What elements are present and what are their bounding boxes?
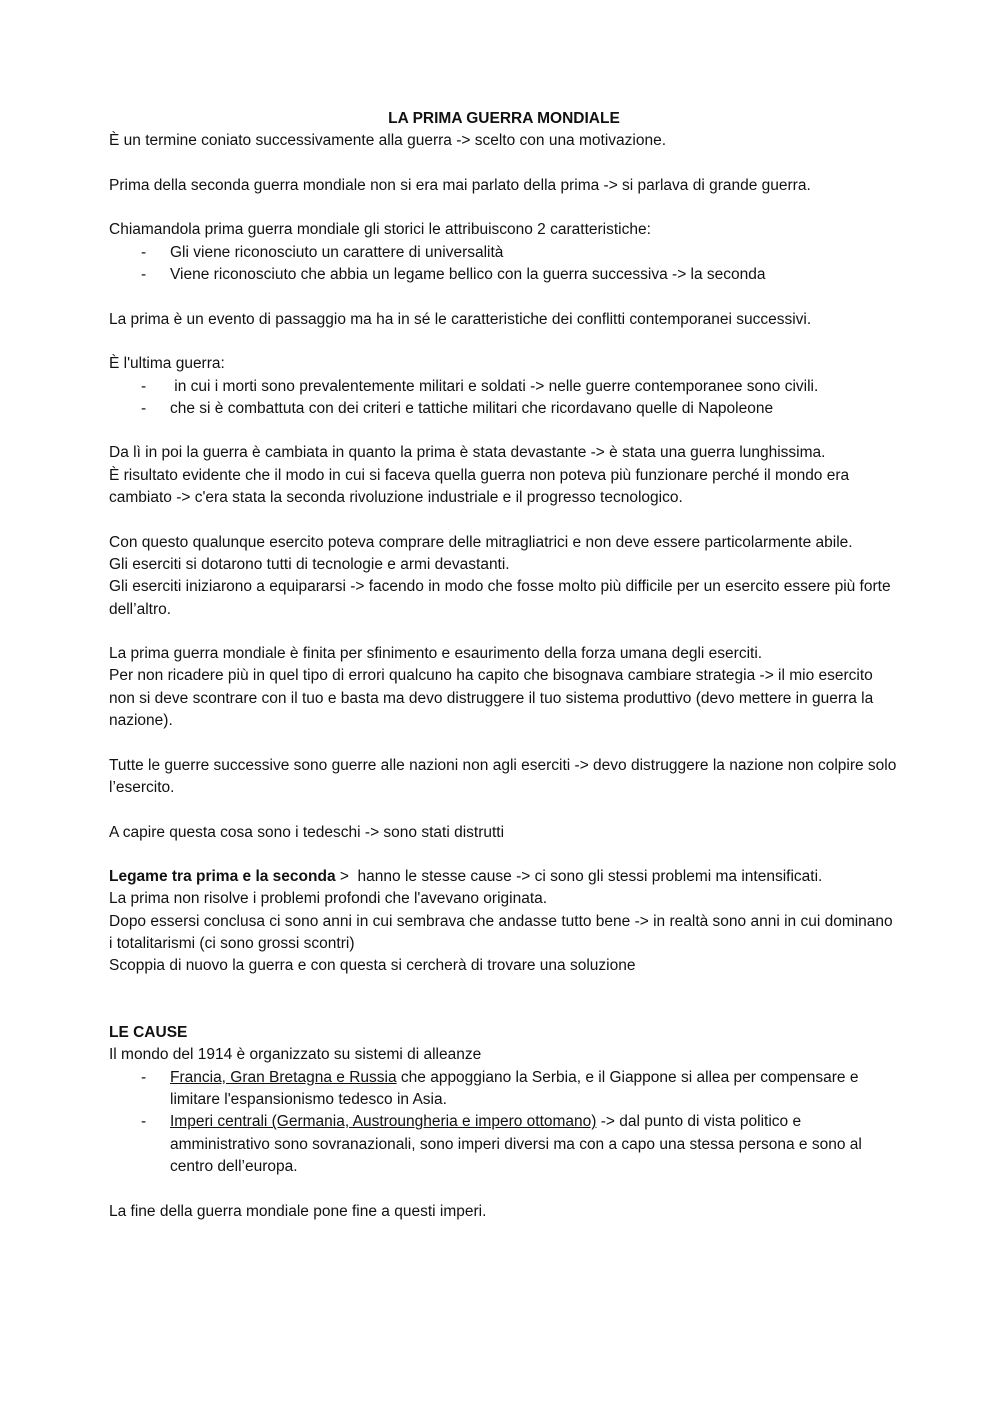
- list-item: - Imperi centrali (Germania, Austroungheria e impero ottomano) -> dal punto di vista politico e amministrativo sono sovranazionali, sono imperi diversi ma con a capo una stessa persona e sono al centro dell’europa.: [141, 1113, 862, 1175]
- paragraph-7b: Gli eserciti si dotarono tutti di tecnologie e armi devastanti.: [109, 555, 510, 573]
- paragraph-11: Legame tra prima e la seconda > hanno le stesse cause -> ci sono gli stessi problemi ma intensificati.: [109, 868, 823, 886]
- dash-bullet: -: [141, 1068, 147, 1086]
- list-item: - Gli viene riconosciuto un carattere di universalità: [109, 242, 899, 264]
- paragraph-7c: Gli eserciti iniziarono a equipararsi -> facendo in modo che fosse molto più difficile per un esercito essere più forte dell’altro.: [109, 578, 891, 618]
- paragraph-12: Il mondo del 1914 è organizzato su sistemi di alleanze: [109, 1046, 482, 1064]
- paragraph-11c: Dopo essersi conclusa ci sono anni in cui sembrava che andasse tutto bene -> in realtà sono anni in cui dominano i totalitarismi (ci sono grossi scontri): [109, 912, 893, 952]
- paragraph-6a: Da lì in poi la guerra è cambiata in quanto la prima è stata devastante -> è stata una guerra lunghissima.: [109, 444, 826, 462]
- list-alliances: [109, 1067, 899, 1178]
- paragraph-1: È un termine coniato successivamente alla guerra -> scelto con una motivazione.: [109, 132, 667, 150]
- list-last-war: [109, 376, 899, 421]
- paragraph-11d: Scoppia di nuovo la guerra e con questa si cercherà di trovare una soluzione: [109, 957, 636, 975]
- paragraph-7a: Con questo qualunque esercito poteva comprare delle mitragliatrici e non deve essere particolarmente abile.: [109, 533, 853, 551]
- paragraph-6b: È risultato evidente che il modo in cui si faceva quella guerra non poteva più funzionare perché il mondo era cambiato -> c'era stata la seconda rivoluzione industriale e il progresso tecnologico.: [109, 466, 850, 507]
- document-page: [109, 108, 899, 1223]
- underlined-text: Imperi centrali (Germania, Austroungheria e impero ottomano): [170, 1113, 597, 1131]
- paragraph-9: Tutte le guerre successive sono guerre alle nazioni non agli eserciti -> devo distruggere la nazione non colpire solo l’esercito.: [109, 756, 897, 796]
- bold-heading: Legame tra prima e la seconda: [109, 868, 336, 886]
- section-title-causes: LE CAUSE: [109, 1024, 188, 1042]
- paragraph-5: È l'ultima guerra:: [109, 355, 225, 373]
- paragraph-4: La prima è un evento di passaggio ma ha in sé le caratteristiche dei conflitti contemporanei successivi.: [109, 310, 812, 328]
- paragraph-3: Chiamandola prima guerra mondiale gli storici le attribuiscono 2 caratteristiche:: [109, 221, 651, 239]
- list-characteristics: [109, 242, 899, 287]
- paragraph-11b: La prima non risolve i problemi profondi che l'avevano originata.: [109, 890, 548, 908]
- list-item: - in cui i morti sono prevalentemente militari e soldati -> nelle guerre contemporanee sono civili.: [109, 376, 899, 398]
- list-item: - Viene riconosciuto che abbia un legame bellico con la guerra successiva -> la seconda: [109, 264, 899, 286]
- page-title: LA PRIMA GUERRA MONDIALE: [388, 110, 620, 127]
- dash-bullet: -: [141, 243, 147, 261]
- dash-bullet: -: [141, 1113, 147, 1131]
- dash-bullet: -: [141, 266, 147, 284]
- paragraph-2: Prima della seconda guerra mondiale non si era mai parlato della prima -> si parlava di grande guerra.: [109, 176, 811, 194]
- list-item: - Francia, Gran Bretagna e Russia che appoggiano la Serbia, e il Giappone si allea per compensare e limitare l'espansionismo tedesco in Asia.: [141, 1068, 859, 1109]
- underlined-text: Francia, Gran Bretagna e Russia: [170, 1068, 397, 1086]
- dash-bullet: -: [141, 377, 147, 395]
- paragraph-8b: Per non ricadere più in quel tipo di errori qualcuno ha capito che bisognava cambiare strategia -> il mio esercito non si deve scontrare con il tuo e basta ma devo distruggere il tuo sistema produttivo (devo mettere in guerra la nazione).: [109, 667, 874, 730]
- paragraph-10: A capire questa cosa sono i tedeschi -> sono stati distrutti: [109, 823, 505, 841]
- paragraph-13: La fine della guerra mondiale pone fine a questi imperi.: [109, 1202, 487, 1220]
- dash-bullet: -: [141, 399, 147, 417]
- paragraph-8a: La prima guerra mondiale è finita per sfinimento e esaurimento della forza umana degli eserciti.: [109, 645, 763, 663]
- list-item: - che si è combattuta con dei criteri e tattiche militari che ricordavano quelle di Napoleone: [109, 398, 899, 420]
